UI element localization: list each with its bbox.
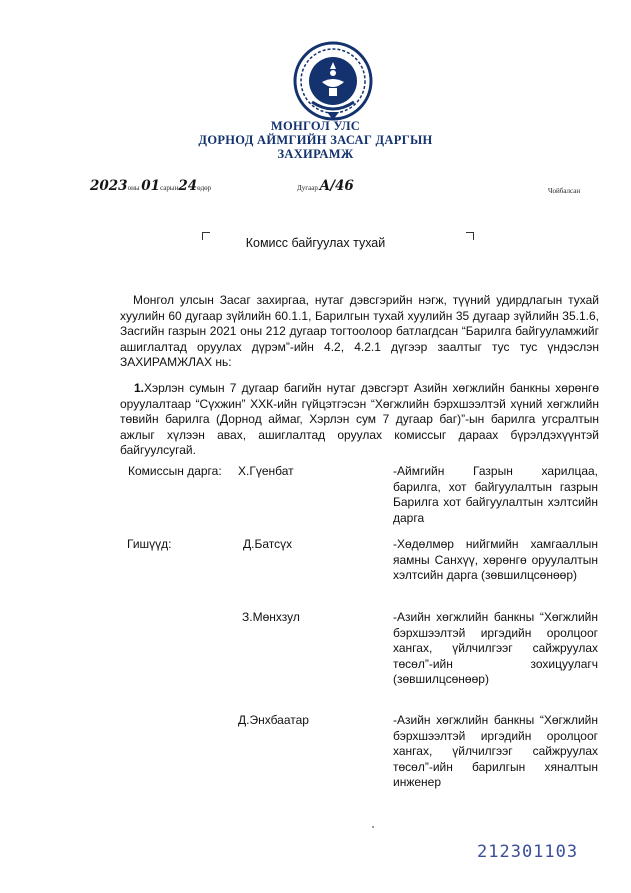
chair-role-label: Комиссын дарга: — [128, 464, 222, 478]
header-country: МОНГОЛ УЛС — [270, 119, 361, 133]
order-number: A/46 — [319, 178, 354, 194]
date-year: 2023 — [90, 178, 128, 194]
date-line — [90, 178, 211, 194]
member-name: З.Мөнхзул — [242, 610, 300, 624]
date-day-suffix: өдөр — [197, 184, 212, 192]
item-1-text: Хэрлэн сумын 7 дугаар багийн нутаг дэвсгэрт Азийн хөгжлийн банкны хөрөнгө оруулалтаар “Сүхжин” ХХК-ийн гүйцэтгэсэн “Хөгжлийн бэрхшээлтэй хүний хөгжлийн төвийн барилга (Дорнод аймаг, Хэрлэн сум 7 дугаар баг)”-ын барилга угсралтын ажлыг хүлээн авах, ашиглалтад оруулах комиссыг дараах бүрэлдэхүүнтэй байгуулсугай. — [120, 381, 599, 457]
member-name: Д.Батсүх — [243, 537, 293, 551]
order-label: Дугаар — [297, 184, 318, 192]
header-doc-type: ЗАХИРАМЖ — [277, 147, 354, 161]
member-position: -Азийн хөгжлийн банкны “Хөгжлийн бэрхшээлтэй иргэдийн оролцоог хангах, үйлчилгээг сайжруулах төсөл”-ийн зохицуулагч (зөвшилцсөнөөр) — [393, 610, 598, 687]
subject-title: Комисс байгуулах тухай — [245, 236, 386, 250]
members-role-label: Гишүүд: — [127, 537, 172, 551]
chair-name: Х.Гүенбат — [238, 464, 294, 478]
intro-paragraph: Монгол улсын Засаг захиргаа, нутаг дэвсгэрийн нэгж, түүний удирдлагын тухай хуулийн 60 дугаар зүйлийн 60.1.1, Барилгын тухай хуулийн 35 дугаар зүйлийн 35.1.6, Засгийн газрын 2021 оны 212 дугаар тогтоолоор батлагдсан “Барилга байгууламжийг ашиглалтад оруулах дүрэм”-ийн 4.2, 4.2.1 дүгээр заалтыг тус тус үндэслэн ЗАХИРАМЖЛАХ нь: — [120, 293, 599, 369]
order-number-line — [297, 178, 354, 194]
member-name: Д.Энхбаатар — [238, 713, 309, 727]
place-label: Чойбалсан — [548, 187, 581, 195]
serial-number: 212301103 — [477, 842, 579, 862]
scan-speck — [372, 826, 374, 828]
date-month-suffix: сарын — [160, 184, 179, 192]
date-year-suffix: оны — [127, 184, 140, 192]
header-authority: ДОРНОД АЙМГИЙН ЗАСАГ ДАРГЫН — [198, 133, 433, 147]
date-day: 24 — [178, 178, 198, 194]
state-emblem-icon — [292, 40, 374, 122]
member-position: -Азийн хөгжлийн банкны “Хөгжлийн бэрхшээлтэй иргэдийн оролцоог хангах, үйлчилгээг сайжруулах төсөл”-ийн барилгын хяналтын инженер — [393, 713, 598, 790]
member-position: -Хөдөлмөр нийгмийн хамгааллын яамны Санхүү, хөрөнгө оруулалтын хэлтсийн дарга (зөвшилцсөнөөр) — [393, 537, 598, 583]
item-1-number: 1. — [134, 381, 145, 395]
date-month: 01 — [141, 178, 161, 194]
chair-position: -Аймгийн Газрын харилцаа, барилга, хот байгуулалтын газрын Барилга хот байгуулалтын хэлтсийн дарга — [393, 464, 598, 525]
item-1-paragraph — [120, 381, 599, 459]
